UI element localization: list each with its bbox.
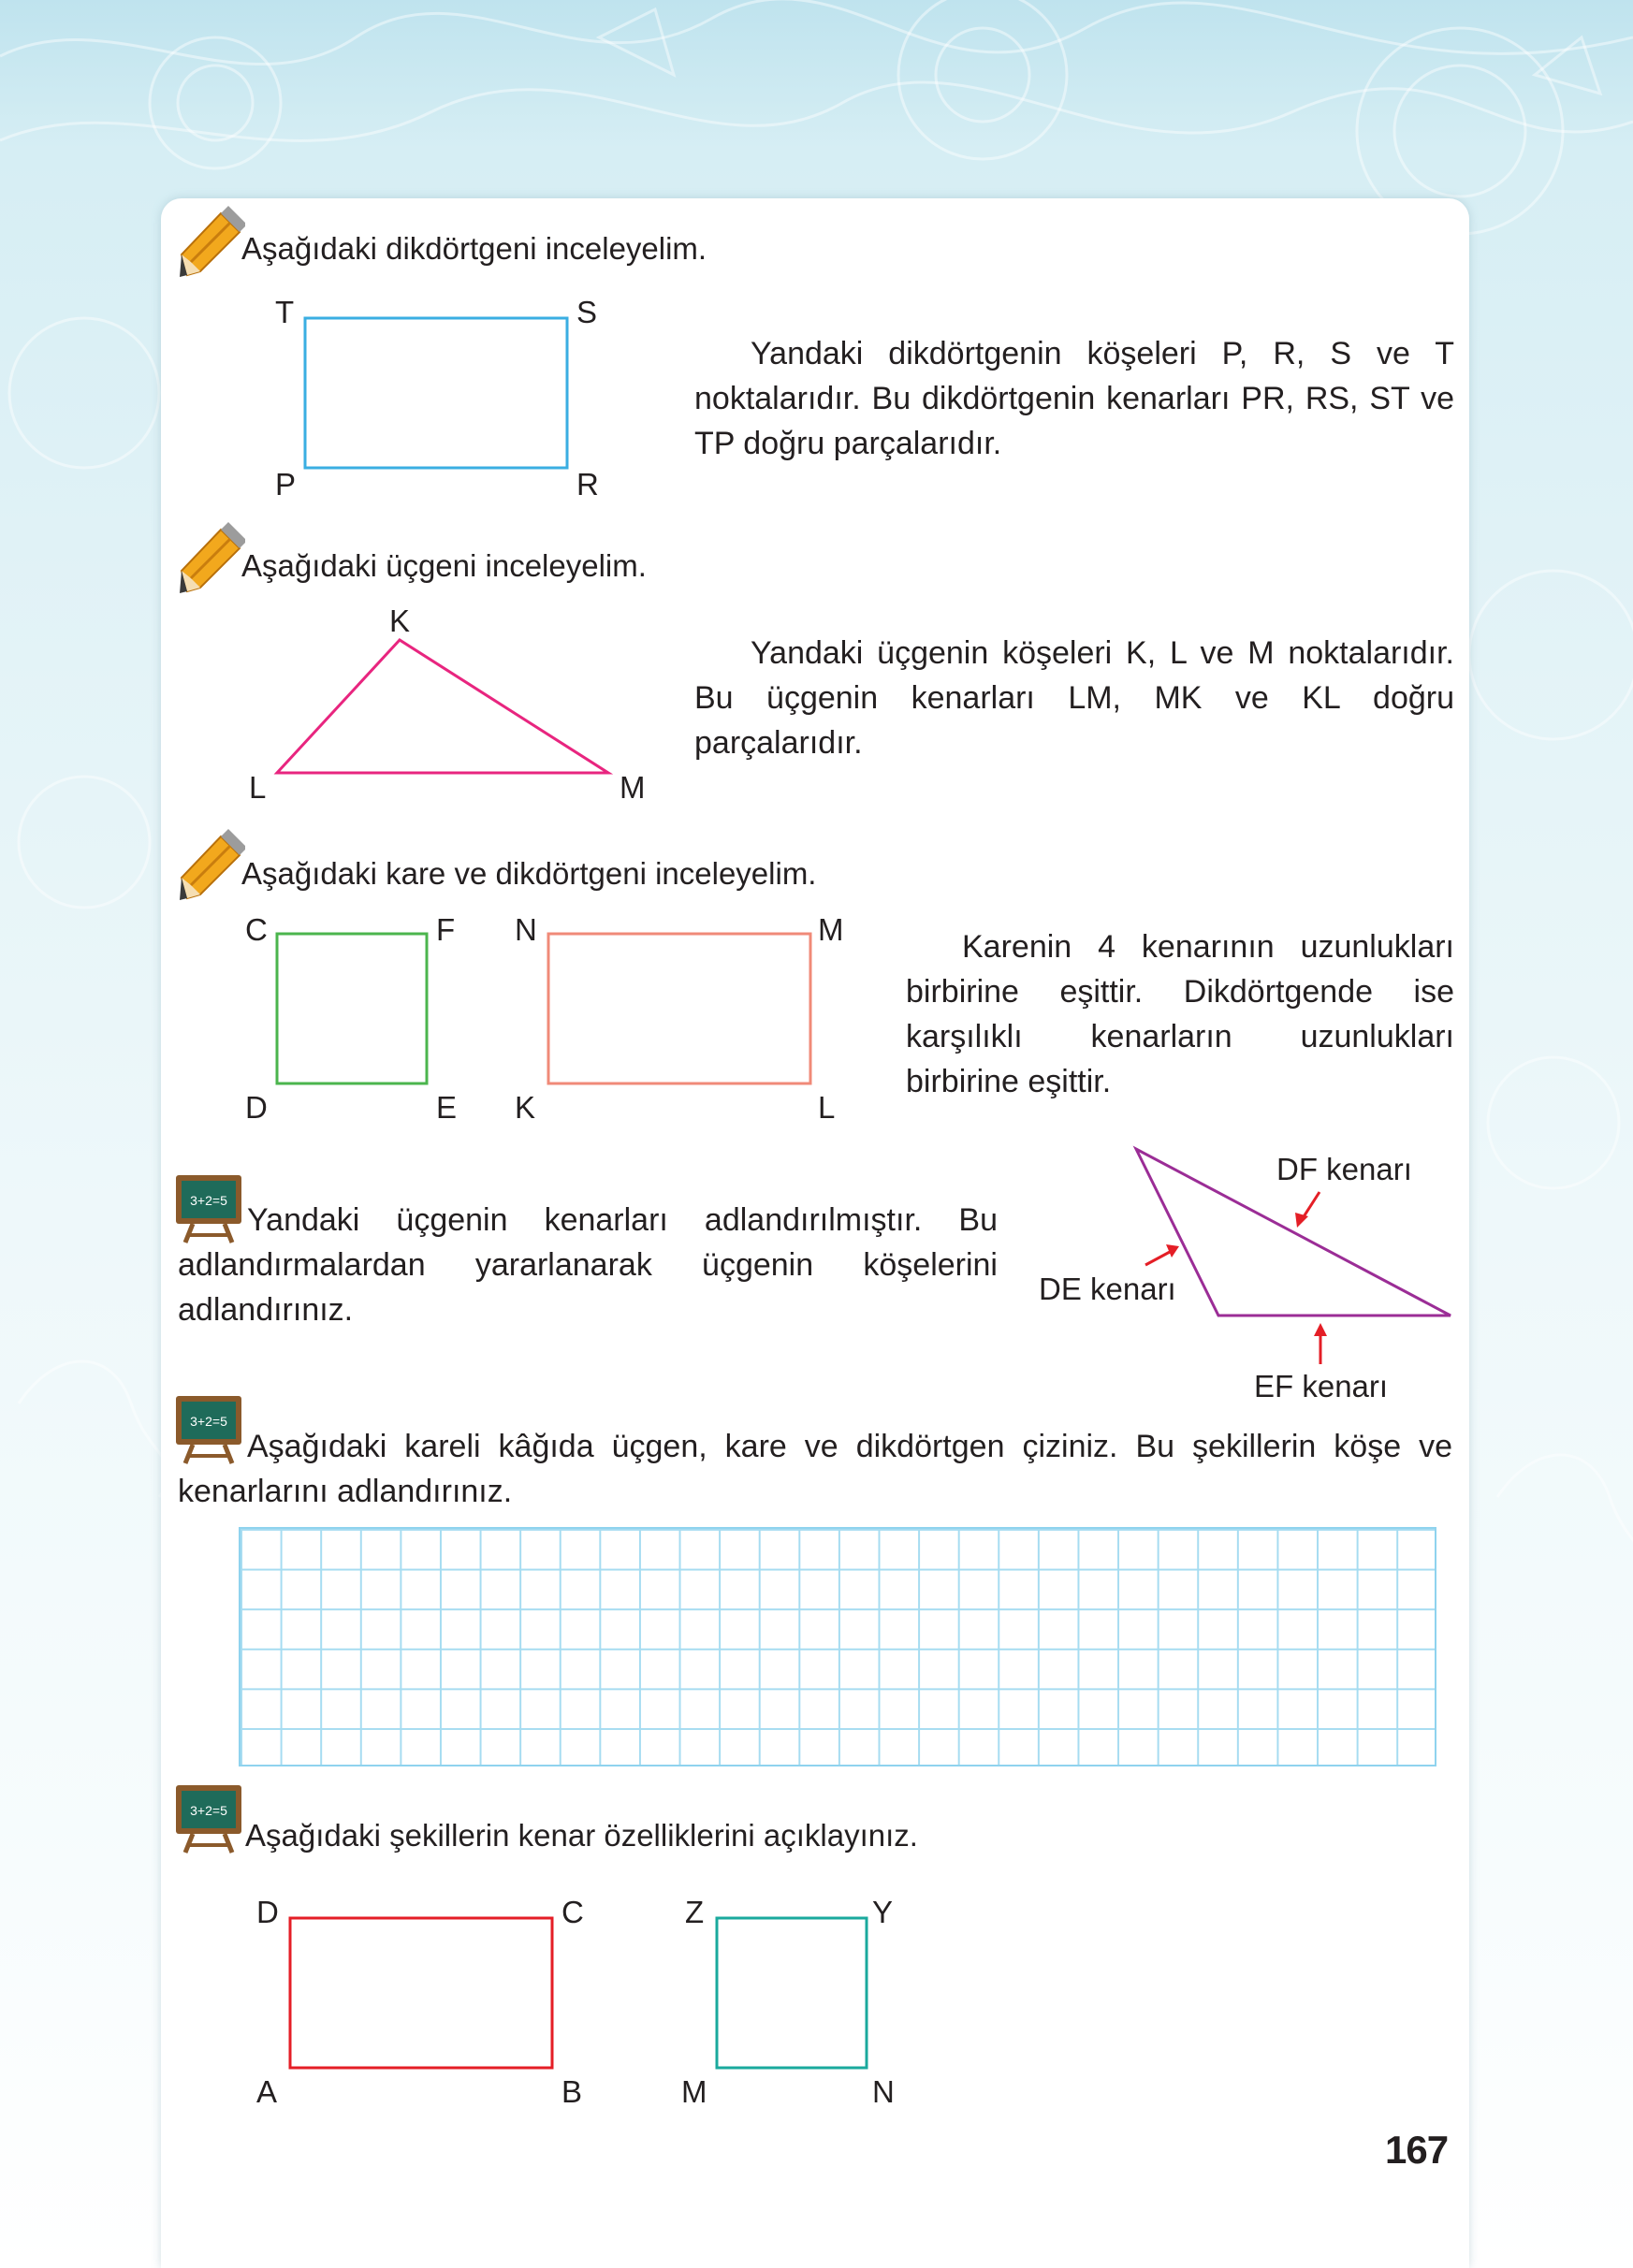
vertex-label-d: D: [245, 1090, 268, 1125]
page-number: 167: [1385, 2128, 1449, 2172]
chalkboard-icon: [174, 1783, 243, 1854]
section1-heading: Aşağıdaki dikdörtgeni inceleyelim.: [241, 231, 707, 266]
vertex-label-b: B: [561, 2074, 583, 2109]
square-zymn-shape: [717, 1918, 867, 2068]
vertex-label-r: R: [576, 467, 599, 502]
pencil-icon: [178, 829, 245, 902]
vertex-label-k: K: [389, 603, 411, 638]
activity1-text: Yandaki üçgenin kenarları adlandırılmıştır. Bu adlandırmalardan yararlanarak üçgenin köşelerini adlandırınız.: [178, 1202, 998, 1328]
vertex-label-a: A: [256, 2074, 278, 2109]
vertex-label-c: C: [561, 1895, 584, 1929]
df-side-label: DF kenarı: [1276, 1152, 1412, 1186]
chalkboard-text: 3+2=5: [190, 1414, 227, 1429]
vertex-label-m: M: [681, 2074, 707, 2109]
arrow-to-ef-side: [1314, 1323, 1327, 1364]
section2-text: Yandaki üçgenin köşeleri K, L ve M noktalarıdır. Bu üçgenin kenarları LM, MK ve KL doğru parçalarıdır.: [694, 635, 1454, 761]
section3-text: Karenin 4 kenarının uzunlukları birbirine eşittir. Dikdörtgende ise karşılıklı kenarların uzunlukları birbirine eşittir.: [906, 929, 1454, 1099]
chalkboard-text: 3+2=5: [190, 1803, 227, 1818]
grid-paper-drawing-area[interactable]: [239, 1527, 1436, 1766]
vertex-label-l: L: [818, 1090, 836, 1125]
vertex-label-e: E: [436, 1090, 458, 1125]
vertex-label-k: K: [515, 1090, 536, 1125]
vertex-label-z: Z: [685, 1895, 705, 1929]
vertex-label-m: M: [818, 912, 844, 947]
vertex-label-c: C: [245, 912, 268, 947]
vertex-label-n: N: [515, 912, 537, 947]
vertex-label-l: L: [249, 770, 267, 805]
triangle-klm-shape: [277, 640, 608, 773]
chalkboard-text: 3+2=5: [190, 1193, 227, 1208]
activity3-text: Aşağıdaki şekillerin kenar özelliklerini açıklayınız.: [245, 1818, 918, 1853]
vertex-label-n: N: [872, 2074, 895, 2109]
arrow-to-de-side: [1145, 1244, 1179, 1265]
rectangle-abcd-shape: [290, 1918, 552, 2068]
square-cfed-shape: [277, 934, 427, 1083]
vertex-label-f: F: [436, 912, 456, 947]
rectangle-abcd-figure: [281, 1909, 561, 2086]
vertex-label-d: D: [256, 1895, 279, 1929]
rectangle-nmlk-figure: [543, 926, 824, 1095]
section1-text: Yandaki dikdörtgenin köşeleri P, R, S ve T noktalarıdır. Bu dikdörtgenin kenarları PR, RS, ST ve TP doğru parçalarıdır.: [694, 336, 1454, 461]
rectangle-nmlk-shape: [548, 934, 810, 1083]
rectangle-prst-shape: [305, 318, 567, 468]
vertex-label-y: Y: [872, 1895, 894, 1929]
square-cfed-figure: [271, 926, 440, 1095]
pencil-icon: [178, 522, 245, 595]
triangle-klm-figure: [262, 627, 636, 786]
square-zymn-figure: [707, 1909, 885, 2086]
section3-heading: Aşağıdaki kare ve dikdörtgeni inceleyelim.: [241, 856, 817, 891]
rectangle-prst-figure: [299, 309, 580, 477]
pencil-icon: [178, 206, 245, 279]
vertex-label-t: T: [275, 295, 295, 329]
vertex-label-s: S: [576, 295, 598, 329]
vertex-label-p: P: [275, 467, 297, 502]
arrow-to-df-side: [1295, 1192, 1320, 1228]
section2-heading: Aşağıdaki üçgeni inceleyelim.: [241, 548, 647, 583]
activity2-text: Aşağıdaki kareli kâğıda üçgen, kare ve dikdörtgen çiziniz. Bu şekillerin köşe ve kenarlarını adlandırınız.: [178, 1429, 1452, 1509]
vertex-label-m: M: [620, 770, 646, 805]
de-side-label: DE kenarı: [1039, 1272, 1176, 1306]
ef-side-label: EF kenarı: [1254, 1369, 1389, 1403]
